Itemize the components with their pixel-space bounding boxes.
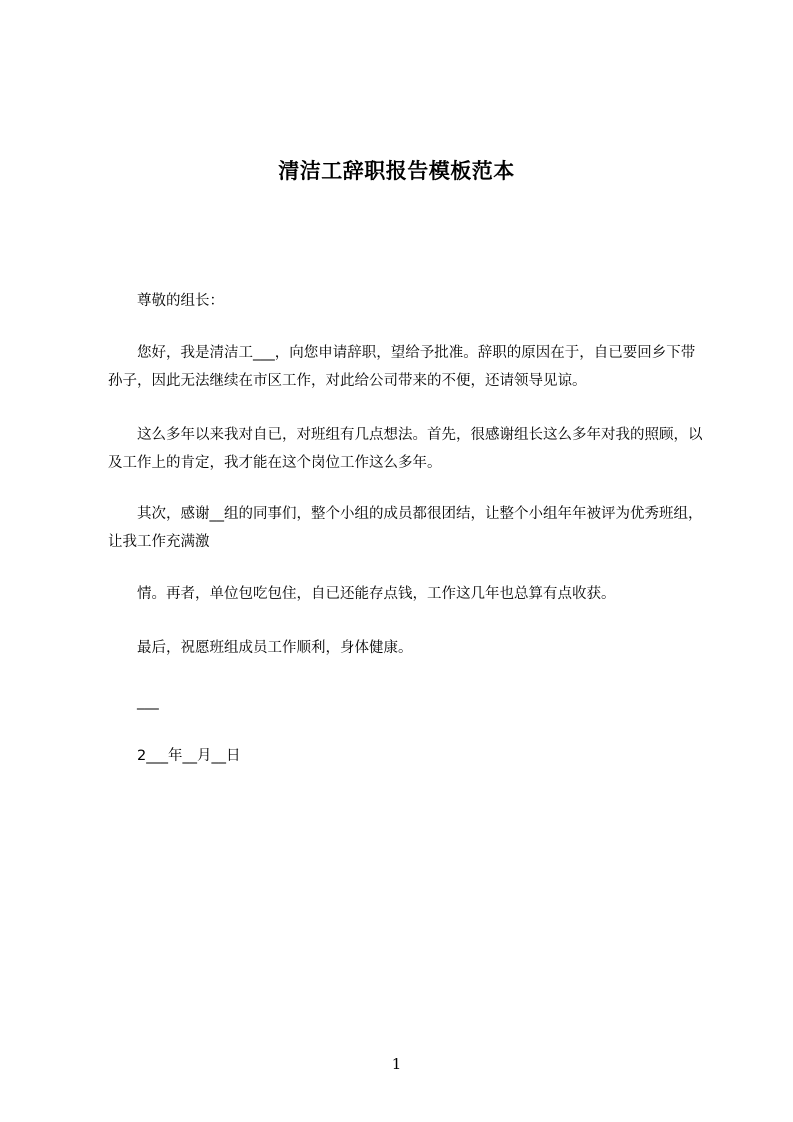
document-title: 清洁工辞职报告模板范本 <box>278 159 515 184</box>
paragraph-2: 这么多年以来我对自已，对班组有几点想法。首先，很感谢组长这么多年对我的照顾，以及工作上的肯定，我才能在这个岗位工作这么多年。 <box>108 427 703 471</box>
paragraph-3: 其次，感谢__组的同事们，整个小组的成员都很团结，让整个小组年年被评为优秀班组，让我工作充满激 <box>108 506 703 550</box>
salutation: 尊敬的组长： <box>137 293 224 309</box>
paragraph-3-continued: 情。再者，单位包吃包住，自已还能存点钱，工作这几年也总算有点收获。 <box>137 586 616 602</box>
signature-line: ___ <box>137 694 159 710</box>
paragraph-1: 您好，我是清洁工___，向您申请辞职，望给予批准。辞职的原因在于，自已要回乡下带孙子，因此无法继续在市区工作，对此给公司带来的不便，还请领导见谅。 <box>108 345 696 389</box>
paragraph-closing: 最后，祝愿班组成员工作顺利，身体健康。 <box>137 640 413 656</box>
date-line: 2___年__月__日 <box>137 748 241 764</box>
page-number: 1 <box>391 1055 402 1073</box>
